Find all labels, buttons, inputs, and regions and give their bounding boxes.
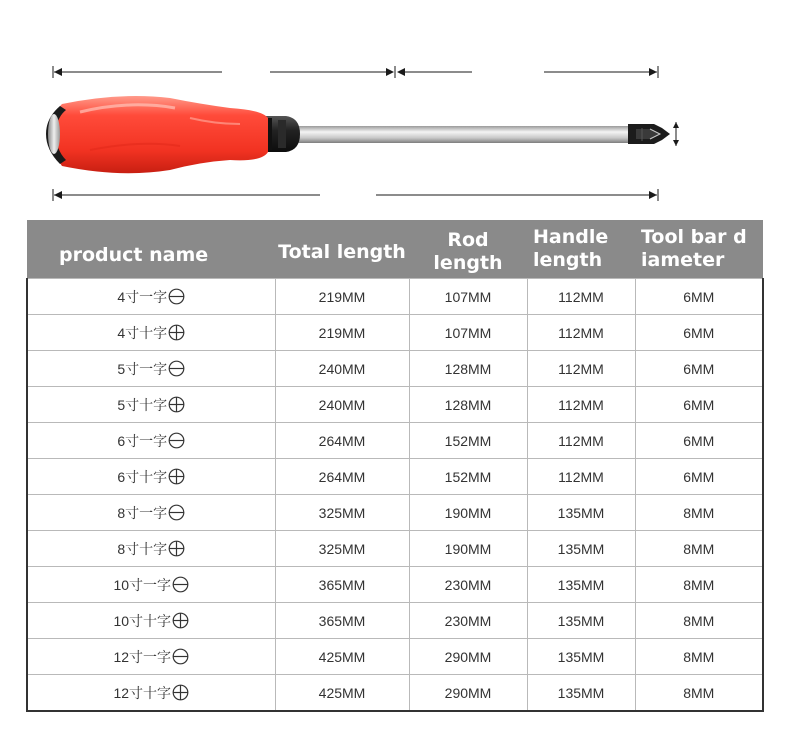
cell-rod-length: 230MM bbox=[409, 603, 527, 639]
cell-total-length: 425MM bbox=[275, 639, 409, 675]
slotted-tip-icon bbox=[168, 360, 185, 377]
header-tool-bar-diameter bbox=[635, 220, 763, 279]
cell-handle-length: 112MM bbox=[527, 423, 635, 459]
cell-product-name bbox=[27, 459, 275, 495]
table-row bbox=[27, 423, 763, 459]
cell-bar-diameter: 6MM bbox=[635, 459, 763, 495]
cell-rod-length: 128MM bbox=[409, 387, 527, 423]
cell-product-name bbox=[27, 315, 275, 351]
product-name-text: 10寸十字 bbox=[113, 612, 172, 629]
screwdriver-shaft bbox=[296, 124, 670, 144]
cell-handle-length: 112MM bbox=[527, 351, 635, 387]
product-name-text: 10寸一字 bbox=[113, 576, 172, 593]
cell-rod-length: 190MM bbox=[409, 495, 527, 531]
cell-product-name bbox=[27, 531, 275, 567]
cell-rod-length: 290MM bbox=[409, 639, 527, 675]
cell-product-name bbox=[27, 495, 275, 531]
dimension-lines-bottom bbox=[53, 189, 658, 201]
table-row bbox=[27, 459, 763, 495]
cell-handle-length: 135MM bbox=[527, 567, 635, 603]
cell-product-name bbox=[27, 639, 275, 675]
table-row bbox=[27, 603, 763, 639]
cell-handle-length: 112MM bbox=[527, 459, 635, 495]
header-total-length: Total length bbox=[275, 220, 409, 279]
phillips-tip-icon bbox=[168, 540, 185, 557]
cell-bar-diameter: 8MM bbox=[635, 567, 763, 603]
slotted-tip-icon bbox=[168, 504, 185, 521]
cell-rod-length: 107MM bbox=[409, 279, 527, 315]
cell-bar-diameter: 8MM bbox=[635, 531, 763, 567]
cell-product-name bbox=[27, 387, 275, 423]
cell-bar-diameter: 6MM bbox=[635, 279, 763, 315]
cell-total-length: 325MM bbox=[275, 495, 409, 531]
cell-total-length: 325MM bbox=[275, 531, 409, 567]
cell-rod-length: 107MM bbox=[409, 315, 527, 351]
cell-bar-diameter: 8MM bbox=[635, 675, 763, 712]
header-handle-line2: length bbox=[533, 249, 603, 271]
screwdriver-handle bbox=[50, 96, 268, 173]
header-bar-line2: iameter bbox=[641, 249, 725, 271]
table-header-row bbox=[27, 220, 763, 279]
product-name-text: 8寸一字 bbox=[117, 504, 168, 521]
cell-bar-diameter: 6MM bbox=[635, 387, 763, 423]
cell-total-length: 240MM bbox=[275, 351, 409, 387]
product-name-text: 6寸十字 bbox=[117, 468, 168, 485]
table-row bbox=[27, 495, 763, 531]
cell-handle-length: 135MM bbox=[527, 675, 635, 712]
table-row bbox=[27, 639, 763, 675]
product-name-text: 6寸一字 bbox=[117, 432, 168, 449]
screwdriver-illustration bbox=[0, 0, 790, 215]
dimension-lines-top bbox=[53, 66, 658, 78]
cell-rod-length: 190MM bbox=[409, 531, 527, 567]
cell-bar-diameter: 8MM bbox=[635, 495, 763, 531]
header-handle-length bbox=[527, 220, 635, 279]
product-name-text: 8寸十字 bbox=[117, 540, 168, 557]
cell-product-name bbox=[27, 675, 275, 712]
cell-rod-length: 128MM bbox=[409, 351, 527, 387]
cell-total-length: 219MM bbox=[275, 315, 409, 351]
cell-total-length: 425MM bbox=[275, 675, 409, 712]
cell-total-length: 365MM bbox=[275, 603, 409, 639]
header-product-name: product name bbox=[27, 220, 275, 279]
cell-handle-length: 135MM bbox=[527, 639, 635, 675]
table-row bbox=[27, 567, 763, 603]
phillips-tip-icon bbox=[172, 612, 189, 629]
slotted-tip-icon bbox=[168, 288, 185, 305]
phillips-tip-icon bbox=[168, 324, 185, 341]
product-name-text: 5寸一字 bbox=[117, 360, 168, 377]
cell-rod-length: 152MM bbox=[409, 459, 527, 495]
spec-table bbox=[26, 220, 764, 712]
cell-bar-diameter: 8MM bbox=[635, 639, 763, 675]
slotted-tip-icon bbox=[172, 576, 189, 593]
cell-handle-length: 135MM bbox=[527, 495, 635, 531]
cell-handle-length: 112MM bbox=[527, 387, 635, 423]
product-name-text: 5寸十字 bbox=[117, 396, 168, 413]
table-row bbox=[27, 279, 763, 315]
cell-bar-diameter: 6MM bbox=[635, 351, 763, 387]
table-body bbox=[27, 279, 763, 712]
product-name-text: 12寸一字 bbox=[113, 648, 172, 665]
phillips-tip-icon bbox=[168, 468, 185, 485]
phillips-tip-icon bbox=[172, 684, 189, 701]
cell-bar-diameter: 6MM bbox=[635, 423, 763, 459]
header-bar-line1: Tool bar d bbox=[641, 226, 747, 248]
slotted-tip-icon bbox=[168, 432, 185, 449]
table-row bbox=[27, 315, 763, 351]
cell-total-length: 264MM bbox=[275, 423, 409, 459]
table-row bbox=[27, 351, 763, 387]
cell-bar-diameter: 6MM bbox=[635, 315, 763, 351]
header-rod-length: Rod length bbox=[409, 220, 527, 279]
cell-total-length: 365MM bbox=[275, 567, 409, 603]
cell-bar-diameter: 8MM bbox=[635, 603, 763, 639]
cell-rod-length: 230MM bbox=[409, 567, 527, 603]
cell-handle-length: 112MM bbox=[527, 279, 635, 315]
cell-total-length: 240MM bbox=[275, 387, 409, 423]
slotted-tip-icon bbox=[172, 648, 189, 665]
table-row bbox=[27, 531, 763, 567]
cell-product-name bbox=[27, 279, 275, 315]
cell-handle-length: 135MM bbox=[527, 603, 635, 639]
cell-rod-length: 290MM bbox=[409, 675, 527, 712]
product-name-text: 12寸十字 bbox=[113, 684, 172, 701]
cell-handle-length: 112MM bbox=[527, 315, 635, 351]
cell-product-name bbox=[27, 351, 275, 387]
tip-diameter-marker bbox=[673, 122, 679, 146]
table-row bbox=[27, 387, 763, 423]
phillips-tip-icon bbox=[168, 396, 185, 413]
cell-rod-length: 152MM bbox=[409, 423, 527, 459]
product-name-text: 4寸十字 bbox=[117, 324, 168, 341]
cell-product-name bbox=[27, 603, 275, 639]
table-row bbox=[27, 675, 763, 712]
cell-total-length: 219MM bbox=[275, 279, 409, 315]
cell-handle-length: 135MM bbox=[527, 531, 635, 567]
cell-product-name bbox=[27, 423, 275, 459]
header-handle-line1: Handle bbox=[533, 226, 609, 248]
cell-total-length: 264MM bbox=[275, 459, 409, 495]
cell-product-name bbox=[27, 567, 275, 603]
product-name-text: 4寸一字 bbox=[117, 288, 168, 305]
